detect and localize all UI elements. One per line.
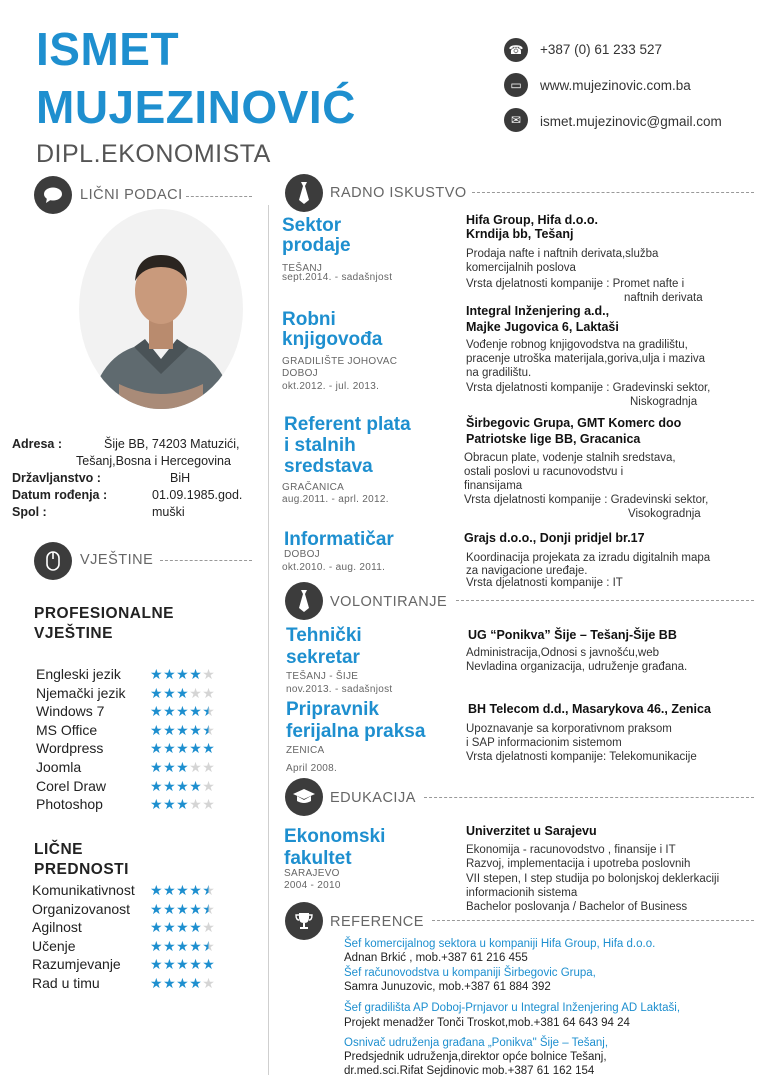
star-icon: ★ <box>202 758 216 775</box>
skill-stars <box>150 795 215 814</box>
gender-value: muški <box>152 505 185 519</box>
skill-name: MS Office <box>36 721 98 738</box>
phone-text[interactable]: +387 (0) 61 233 527 <box>540 42 662 57</box>
address-label: Adresa : <box>12 437 63 451</box>
star-icon: ★ <box>163 900 177 917</box>
job-meta-1-b: sept.2014. - sadašnjost <box>282 272 393 283</box>
skill-name: Photoshop <box>36 796 103 813</box>
strength-stars <box>150 918 215 937</box>
star-icon: ★ <box>163 777 177 794</box>
job-title: DIPL.EKONOMISTA <box>36 140 271 168</box>
job-title-4-line1: Informatičar <box>284 529 394 550</box>
job-title-3-line3: sredstava <box>284 456 373 477</box>
star-icon: ★ <box>176 919 190 936</box>
vol-meta-2-b: April 2008. <box>286 763 338 774</box>
reference-4-contact: Predsjednik udruženja,direktor opće bolnice Tešanj, <box>344 1051 607 1063</box>
profile-photo <box>79 209 243 409</box>
star-icon: ★ <box>150 900 164 917</box>
website-link[interactable]: www.mujezinovic.com.ba <box>540 78 691 93</box>
strengths-heading-1: LIČNE <box>34 841 83 858</box>
star-icon: ★ <box>176 740 190 757</box>
job-desc-1-a: Prodaja nafte i naftnih derivata,služba <box>466 248 659 260</box>
vol-title-2-line2: ferijalna praksa <box>286 721 426 742</box>
vol-desc-2-b: i SAP informacionim sistemom <box>466 737 622 749</box>
strength-row <box>32 900 252 919</box>
edu-title-line1: Ekonomski <box>284 826 386 847</box>
star-icon: ★ <box>150 974 164 991</box>
job-title-2-line1: Robni <box>282 309 336 330</box>
reference-4-role: Osnivač udruženja građana „Ponikva" Šije – Tešanj, <box>344 1037 609 1049</box>
star-icon: ★ <box>163 956 177 973</box>
star-icon: ★ <box>150 796 164 813</box>
phone-icon: ☎ <box>504 38 528 62</box>
half-star-icon: ★ <box>202 937 216 954</box>
star-icon: ★ <box>176 956 190 973</box>
star-icon: ★ <box>150 919 164 936</box>
star-icon: ★ <box>163 919 177 936</box>
star-icon: ★ <box>202 796 216 813</box>
company-2-line2: Majke Jugovica 6, Laktaši <box>466 320 619 334</box>
skill-row <box>36 758 251 777</box>
vol-desc-1-a: Administracija,Odnosi s javnošću,web <box>466 647 660 659</box>
job-desc-3-d: Vrsta djelatnosti kompanije : Gradevinski sektor, <box>464 494 709 506</box>
prof-skills-heading-2: VJEŠTINE <box>34 625 113 642</box>
star-icon: ★ <box>202 684 216 701</box>
star-icon: ★ <box>189 796 203 813</box>
vol-desc-1-b: Nevladina organizacija, udruženje građana. <box>466 661 688 673</box>
star-icon: ★ <box>202 666 216 682</box>
job-title-1-line2: prodaje <box>282 235 351 256</box>
reference-2-contact: Samra Junuzovic, mob.+387 61 884 392 <box>344 981 551 993</box>
star-icon: ★ <box>150 937 164 954</box>
company-3-line1: Širbegovic Grupa, GMT Komerc doo <box>466 416 682 430</box>
star-icon: ★ <box>150 721 164 738</box>
last-name: MUJEZINOVIĆ <box>36 81 356 133</box>
job-title-1-line1: Sektor <box>282 215 342 236</box>
star-icon: ★ <box>150 758 164 775</box>
star-icon: ★ <box>189 703 203 720</box>
divider <box>432 920 754 921</box>
company-2-line1: Integral Inženjering a.d., <box>466 304 610 318</box>
skill-name: Joomla <box>36 758 82 775</box>
vol-desc-2-c: Vrsta djelatnosti kompanije: Telekomunikacije <box>466 751 697 763</box>
job-meta-2-b: DOBOJ <box>282 368 318 379</box>
star-icon: ★ <box>163 937 177 954</box>
section-title-references: REFERENCE <box>330 914 424 930</box>
strength-stars <box>150 974 215 993</box>
job-desc-1-c: Vrsta djelatnosti kompanije : Promet nafte i <box>466 278 685 290</box>
star-icon: ★ <box>189 937 203 954</box>
reference-3-role: Šef gradilišta AP Doboj-Prnjavor u Integral Inženjering AD Laktaši, <box>344 1002 681 1014</box>
company-4-line1: Grajs d.o.o., Donji pridjel br.17 <box>464 531 645 545</box>
dob-label: Datum rođenja : <box>12 488 108 502</box>
strength-row <box>32 955 252 974</box>
star-icon: ★ <box>150 740 164 757</box>
half-star-icon: ★ <box>202 721 216 738</box>
skill-name: Windows 7 <box>36 703 105 720</box>
skill-row <box>36 777 251 796</box>
citizenship-value: BiH <box>170 471 191 485</box>
section-title-volunteering: VOLONTIRANJE <box>330 594 448 610</box>
skill-row <box>36 665 251 684</box>
tie-icon <box>285 174 323 212</box>
vol-meta-1-b: nov.2013. - sadašnjost <box>286 684 393 695</box>
star-icon: ★ <box>176 758 190 775</box>
star-icon: ★ <box>150 684 164 701</box>
job-desc-4-b: za navigacione uređaje. <box>466 565 588 577</box>
job-desc-2-e: Niskogradnja <box>630 396 698 408</box>
half-star-icon: ★ <box>202 900 216 917</box>
job-desc-3-e: Visokogradnja <box>628 508 701 520</box>
star-icon: ★ <box>150 666 164 682</box>
star-icon: ★ <box>189 740 203 757</box>
star-icon: ★ <box>163 796 177 813</box>
star-icon: ★ <box>163 882 177 898</box>
star-icon: ★ <box>163 721 177 738</box>
star-icon: ★ <box>176 937 190 954</box>
star-icon: ★ <box>189 684 203 701</box>
first-name: ISMET <box>36 23 180 75</box>
job-desc-1-d: naftnih derivata <box>624 292 703 304</box>
star-icon: ★ <box>202 956 216 973</box>
divider <box>186 196 252 197</box>
star-icon: ★ <box>176 721 190 738</box>
job-desc-4-a: Koordinacija projekata za izradu digitalnih mapa <box>466 552 711 564</box>
job-desc-3-c: finansijama <box>464 480 523 492</box>
strength-stars <box>150 937 215 956</box>
vol-meta-2-a: ZENICA <box>286 745 325 756</box>
section-title-education: EDUKACIJA <box>330 790 416 806</box>
half-star-icon: ★ <box>202 703 216 720</box>
star-icon: ★ <box>189 777 203 794</box>
skill-row <box>36 739 251 758</box>
strength-name: Rad u timu <box>32 974 100 991</box>
star-icon: ★ <box>163 666 177 682</box>
strengths-heading-2: PREDNOSTI <box>34 861 129 878</box>
edu-desc-a: Ekonomija - racunovodstvo , finansije i IT <box>466 844 676 856</box>
star-icon: ★ <box>163 684 177 701</box>
edu-desc-b: Razvoj, implementacija i upotreba poslovnih <box>466 858 691 870</box>
star-icon: ★ <box>189 974 203 991</box>
skill-row <box>36 702 251 721</box>
vol-desc-2-a: Upoznavanje sa korporativnom praksom <box>466 723 672 735</box>
job-desc-4-c: Vrsta djelatnosti kompanije : IT <box>466 577 623 589</box>
star-icon: ★ <box>189 956 203 973</box>
star-icon: ★ <box>202 919 216 936</box>
job-title-3-line1: Referent plata <box>284 414 411 435</box>
reference-3-contact: Projekt menadžer Tonči Troskot,mob.+381 64 643 94 24 <box>344 1017 630 1029</box>
edu-desc-e: Bachelor poslovanja / Bachelor of Business <box>466 901 688 913</box>
company-3-line2: Patriotske lige BB, Gracanica <box>466 432 641 446</box>
star-icon: ★ <box>176 796 190 813</box>
email-link[interactable]: ismet.mujezinovic@gmail.com <box>540 114 722 129</box>
mouse-icon <box>34 542 72 580</box>
company-1-line2: Krndija bb, Tešanj <box>466 227 574 241</box>
divider <box>472 192 754 193</box>
monitor-icon: ▭ <box>504 73 528 97</box>
star-icon: ★ <box>176 900 190 917</box>
speech-bubble-icon <box>34 176 72 214</box>
star-icon: ★ <box>176 882 190 898</box>
reference-1-contact: Adnan Brkić , mob.+387 61 216 455 <box>344 952 528 964</box>
star-icon: ★ <box>150 703 164 720</box>
skill-name: Wordpress <box>36 740 104 757</box>
edu-title-line2: fakultet <box>284 848 352 869</box>
address-line1: Šije BB, 74203 Matuzići, <box>104 437 240 451</box>
skill-stars <box>150 721 215 740</box>
star-icon: ★ <box>176 777 190 794</box>
star-icon: ★ <box>150 956 164 973</box>
skill-stars <box>150 739 215 758</box>
strength-row <box>32 918 252 937</box>
star-icon: ★ <box>163 758 177 775</box>
edu-meta-b: 2004 - 2010 <box>284 880 341 891</box>
strength-name: Komunikativnost <box>32 882 135 898</box>
star-icon: ★ <box>176 666 190 682</box>
star-icon: ★ <box>189 721 203 738</box>
strength-row <box>32 937 252 956</box>
job-meta-3-b: aug.2011. - aprl. 2012. <box>282 494 389 505</box>
dob-value: 01.09.1985.god. <box>152 488 243 502</box>
star-icon: ★ <box>150 882 164 898</box>
star-icon: ★ <box>202 740 216 757</box>
vol-title-2-line1: Pripravnik <box>286 699 379 720</box>
citizenship-label: Državljanstvo : <box>12 471 101 485</box>
section-title-personal: LIČNI PODACI <box>80 187 183 203</box>
strengths-list <box>32 881 252 993</box>
half-star-icon: ★ <box>202 882 216 898</box>
skill-stars <box>150 684 215 703</box>
divider <box>456 600 754 601</box>
vol-org-2: BH Telecom d.d., Masarykova 46., Zenica <box>468 702 711 716</box>
star-icon: ★ <box>176 974 190 991</box>
strength-stars <box>150 955 215 974</box>
skill-row <box>36 684 251 703</box>
reference-4-contact-2: dr.med.sci.Rifat Sejdinovic mob.+387 61 162 154 <box>344 1065 595 1077</box>
strength-name: Agilnost <box>32 919 82 936</box>
strength-stars <box>150 900 215 919</box>
company-1-line1: Hifa Group, Hifa d.o.o. <box>466 213 598 227</box>
column-divider <box>268 205 269 1075</box>
star-icon: ★ <box>163 703 177 720</box>
job-title-2-line2: knjigovođa <box>282 329 383 350</box>
job-meta-3-a: GRAČANICA <box>282 482 345 493</box>
divider <box>424 797 754 798</box>
section-title-skills: VJEŠTINE <box>80 552 154 568</box>
address-line2: Tešanj,Bosna i Hercegovina <box>76 454 231 468</box>
job-desc-3-a: Obracun plate, vodenje stalnih sredstava, <box>464 452 676 464</box>
star-icon: ★ <box>189 666 203 682</box>
skill-row <box>36 721 251 740</box>
skill-stars <box>150 758 215 777</box>
star-icon: ★ <box>189 758 203 775</box>
job-desc-2-c: na gradilištu. <box>466 367 532 379</box>
strength-name: Razumjevanje <box>32 956 121 973</box>
edu-meta-a: SARAJEVO <box>284 868 340 879</box>
gender-label: Spol : <box>12 505 47 519</box>
star-icon: ★ <box>163 974 177 991</box>
star-icon: ★ <box>150 777 164 794</box>
skill-stars <box>150 777 215 796</box>
prof-skills-heading-1: PROFESIONALNE <box>34 605 174 622</box>
star-icon: ★ <box>189 900 203 917</box>
star-icon: ★ <box>163 740 177 757</box>
strength-name: Učenje <box>32 937 76 954</box>
job-meta-1-a: TEŠANJ <box>282 263 323 274</box>
edu-desc-d: informacionih sistema <box>466 887 578 899</box>
star-icon: ★ <box>202 974 216 991</box>
job-meta-4-a: DOBOJ <box>284 549 320 560</box>
mail-icon: ✉ <box>504 108 528 132</box>
personal-info <box>12 437 262 522</box>
section-title-experience: RADNO ISKUSTVO <box>330 185 467 201</box>
star-icon: ★ <box>176 703 190 720</box>
vol-title-1-line1: Tehnički <box>286 625 362 646</box>
strength-stars <box>150 881 215 900</box>
vol-org-1: UG “Ponikva” Šije – Tešanj-Šije BB <box>468 628 677 642</box>
edu-desc-c: VII stepen, I step studija po bolonjskoj deklerkaciji <box>466 873 720 885</box>
skill-stars <box>150 702 215 721</box>
vol-meta-1-a: TEŠANJ - ŠIJE <box>286 671 359 682</box>
job-desc-1-b: komercijalnih poslova <box>466 262 576 274</box>
edu-school: Univerzitet u Sarajevu <box>466 824 597 838</box>
job-desc-2-a: Vođenje robnog knjigovodstva na gradilištu, <box>466 339 688 351</box>
star-icon: ★ <box>189 882 203 898</box>
job-title-3-line2: i stalnih <box>284 435 356 456</box>
job-meta-2-c: okt.2012. - jul. 2013. <box>282 381 380 392</box>
star-icon: ★ <box>176 684 190 701</box>
strength-row <box>32 881 252 900</box>
job-desc-3-b: ostali poslovi u racunovodstvu i <box>464 466 624 478</box>
skill-stars <box>150 665 215 684</box>
graduation-cap-icon <box>285 778 323 816</box>
star-icon: ★ <box>189 919 203 936</box>
skill-name: Engleski jezik <box>36 666 121 682</box>
trophy-icon <box>285 902 323 940</box>
strength-name: Organizovanost <box>32 900 131 917</box>
job-meta-4-b: okt.2010. - aug. 2011. <box>282 562 386 573</box>
reference-2-role: Šef računovodstva u kompaniji Širbegovic Grupa, <box>344 967 596 979</box>
job-desc-2-b: pracenje utroška materijala,goriva,ulja i maziva <box>466 353 706 365</box>
skill-name: Njemački jezik <box>36 684 126 701</box>
job-meta-2-a: GRADILIŠTE JOHOVAC <box>282 356 398 367</box>
prof-skills-list <box>36 665 251 814</box>
divider <box>160 560 252 561</box>
skill-name: Corel Draw <box>36 777 107 794</box>
vol-title-1-line2: sekretar <box>286 647 360 668</box>
tie-icon <box>285 582 323 620</box>
skill-row <box>36 795 251 814</box>
strength-row <box>32 974 252 993</box>
job-desc-2-d: Vrsta djelatnosti kompanije : Gradevinski sektor, <box>466 382 711 394</box>
star-icon: ★ <box>202 777 216 794</box>
reference-1-role: Šef komercijalnog sektora u kompaniji Hifa Group, Hifa d.o.o. <box>344 938 656 950</box>
